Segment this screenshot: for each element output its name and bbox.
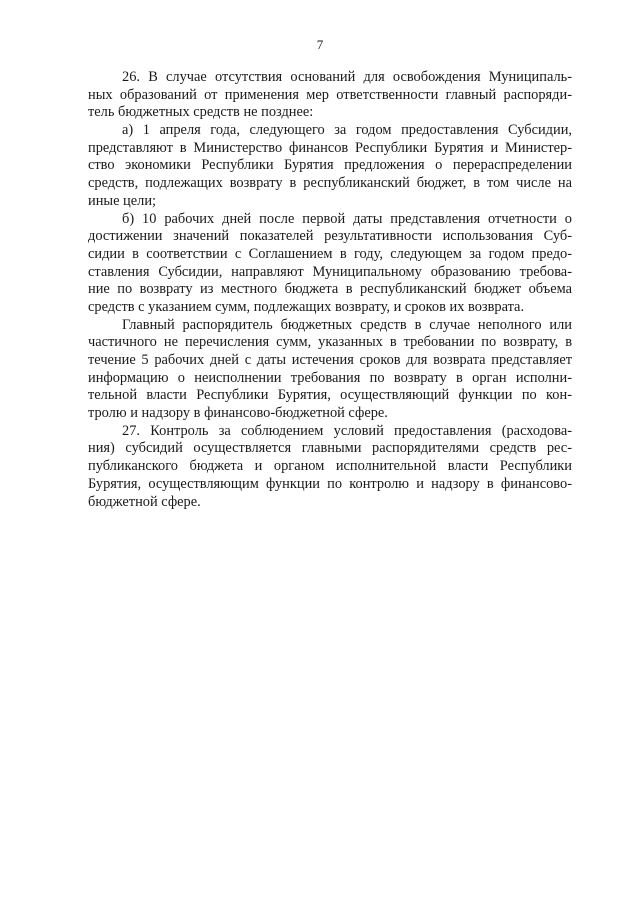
text-line: представляют в Министерство финансов Республики Бурятия и Министер- <box>88 139 572 156</box>
text-line: публиканского бюджета и органом исполнительной власти Республики <box>88 458 572 475</box>
text-line: средств, подлежащих возврату в республиканский бюджет, в том числе на <box>88 175 572 192</box>
text-line: ставления Субсидии, направляют Муниципальному образованию требова- <box>88 263 572 280</box>
text-line: 27. Контроль за соблюдением условий предоставления (расходова- <box>122 422 572 439</box>
text-line: бюджетной сфере. <box>88 493 201 510</box>
page-number: 7 <box>316 37 324 52</box>
paragraph-27 <box>88 423 572 511</box>
text-line: частичного не перечисления сумм, указанных в требовании по возврату, в <box>88 334 572 351</box>
text-line: 26. В случае отсутствия оснований для освобождения Муниципаль- <box>122 69 572 85</box>
text-line: ние по возврату из местного бюджета в республиканский бюджет объема <box>88 281 572 298</box>
body-text <box>88 69 572 511</box>
text-line: тель бюджетных средств не позднее: <box>88 104 314 121</box>
text-line: тельной власти Республики Бурятия, осуществляющий функции по кон- <box>88 387 572 404</box>
text-line: Бурятия, осуществляющим функции по контролю и надзору в финансово- <box>88 475 572 492</box>
text-line: сидии в соответствии с Соглашением в году, следующем за годом предо- <box>88 245 572 262</box>
text-line: ных образований от применения мер ответственности главный распоряди- <box>88 86 572 103</box>
paragraph-chief-administrator <box>88 317 572 423</box>
text-line: Главный распорядитель бюджетных средств в случае неполного или <box>122 316 572 333</box>
text-line: средств с указанием сумм, подлежащих возврату, и сроков их возврата. <box>88 298 525 315</box>
text-line: тролю и надзору в финансово-бюджетной сфере. <box>88 405 388 422</box>
text-line: ния) субсидий осуществляется главными распорядителями средств рес- <box>88 440 572 457</box>
paragraph-26 <box>88 69 572 122</box>
text-line: достижении значений показателей результативности использования Суб- <box>88 228 572 245</box>
text-line: б) 10 рабочих дней после первой даты представления отчетности о <box>122 210 572 227</box>
text-line: ство экономики Республики Бурятия предложения о перераспределении <box>88 157 572 174</box>
text-line: иные цели; <box>88 192 157 209</box>
text-line: информацию о неисполнении требования по возврату в орган исполни- <box>88 369 572 386</box>
paragraph-26-b <box>88 211 572 317</box>
paragraph-26-a <box>88 122 572 210</box>
text-line: а) 1 апреля года, следующего за годом предоставления Субсидии, <box>122 122 572 139</box>
text-line: течение 5 рабочих дней с даты истечения сроков для возврата представляет <box>88 352 572 368</box>
